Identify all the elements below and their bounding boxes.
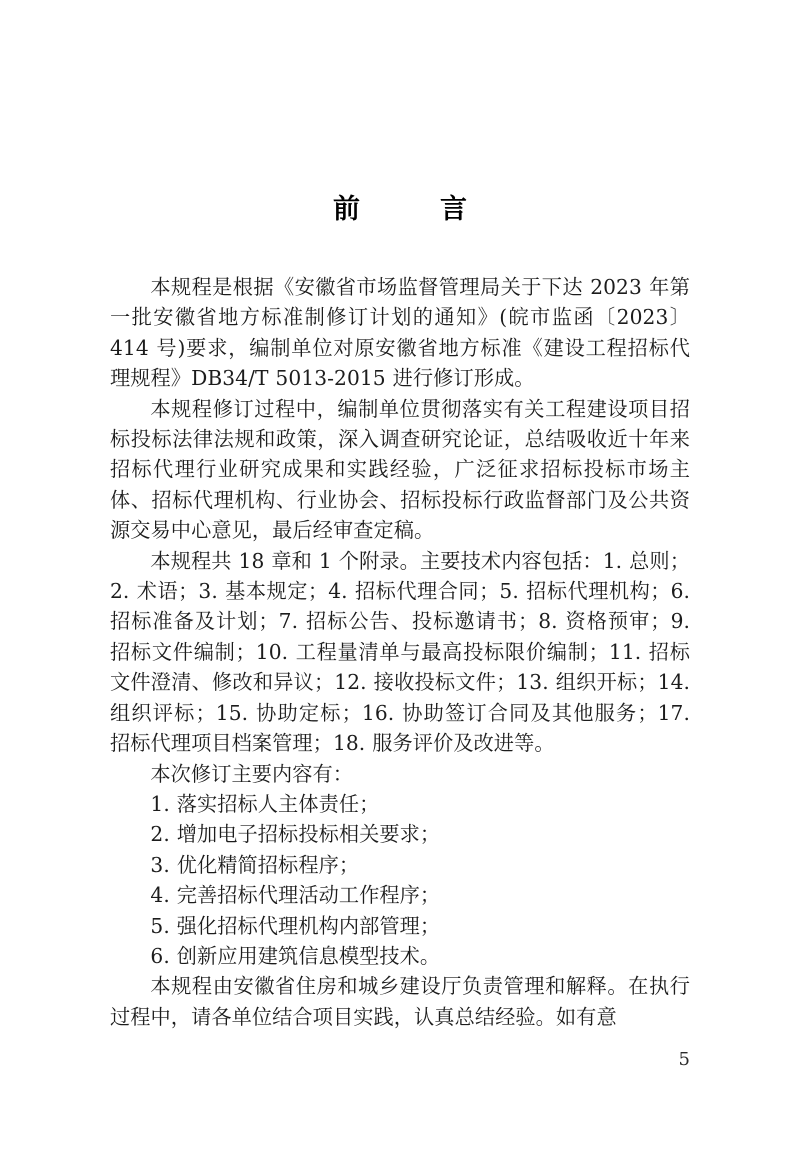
paragraph-administration: 本规程由安徽省住房和城乡建设厅负责管理和解释。在执行过程中，请各单位结合项目实践，认真总结经验。如有意 — [110, 974, 690, 1029]
paragraph-revision-item-4: 4. 完善招标代理活动工作程序； — [150, 883, 441, 908]
paragraph-revision-intro: 本次修订主要内容有： — [150, 761, 354, 786]
document-body — [110, 272, 690, 1032]
paragraph-revision-item-5: 5. 强化招标代理机构内部管理； — [150, 913, 441, 938]
paragraph-revision-item-3: 3. 优化精简招标程序； — [150, 852, 360, 877]
page-title: 前 言 — [333, 194, 476, 225]
page-number: 5 — [678, 1049, 690, 1070]
paragraph-revision-item-6: 6. 创新应用建筑信息模型技术。 — [150, 943, 441, 968]
paragraph-chapter-overview: 本规程共 18 章和 1 个附录。主要技术内容包括：1. 总则；2. 术语；3. 基本规定；4. 招标代理合同；5. 招标代理机构；6. 招标准备及计划；7. 招标公告、投标邀请书；8. 资格预审；9. 招标文件编制；10. 工程量清单与最高投标限价编制；11. 招标文件澄清、修改和异议；12. 接收投标文件；13. 组织开标；14. 组织评标；15. 协助定标；16. 协助签订合同及其他服务；17. 招标代理项目档案管理；18. 服务评价及改进等。 — [110, 548, 690, 756]
paragraph-origin-basis: 本规程是根据《安徽省市场监督管理局关于下达 2023 年第一批安徽省地方标准制修订计划的通知》(皖市监函〔2023〕414 号)要求，编制单位对原安徽省地方标准《建设工程招标代理规程》DB34/T 5013-2015 进行修订形成。 — [110, 275, 690, 391]
paragraph-revision-process: 本规程修订过程中，编制单位贯彻落实有关工程建设项目招标投标法律法规和政策，深入调查研究论证，总结吸收近十年来招标代理行业研究成果和实践经验，广泛征求招标投标市场主体、招标代理机构、行业协会、招标投标行政监督部门及公共资源交易中心意见，最后经审查定稿。 — [110, 396, 690, 543]
paragraph-revision-item-1: 1. 落实招标人主体责任； — [150, 791, 380, 816]
paragraph-revision-item-2: 2. 增加电子招标投标相关要求； — [150, 822, 441, 847]
